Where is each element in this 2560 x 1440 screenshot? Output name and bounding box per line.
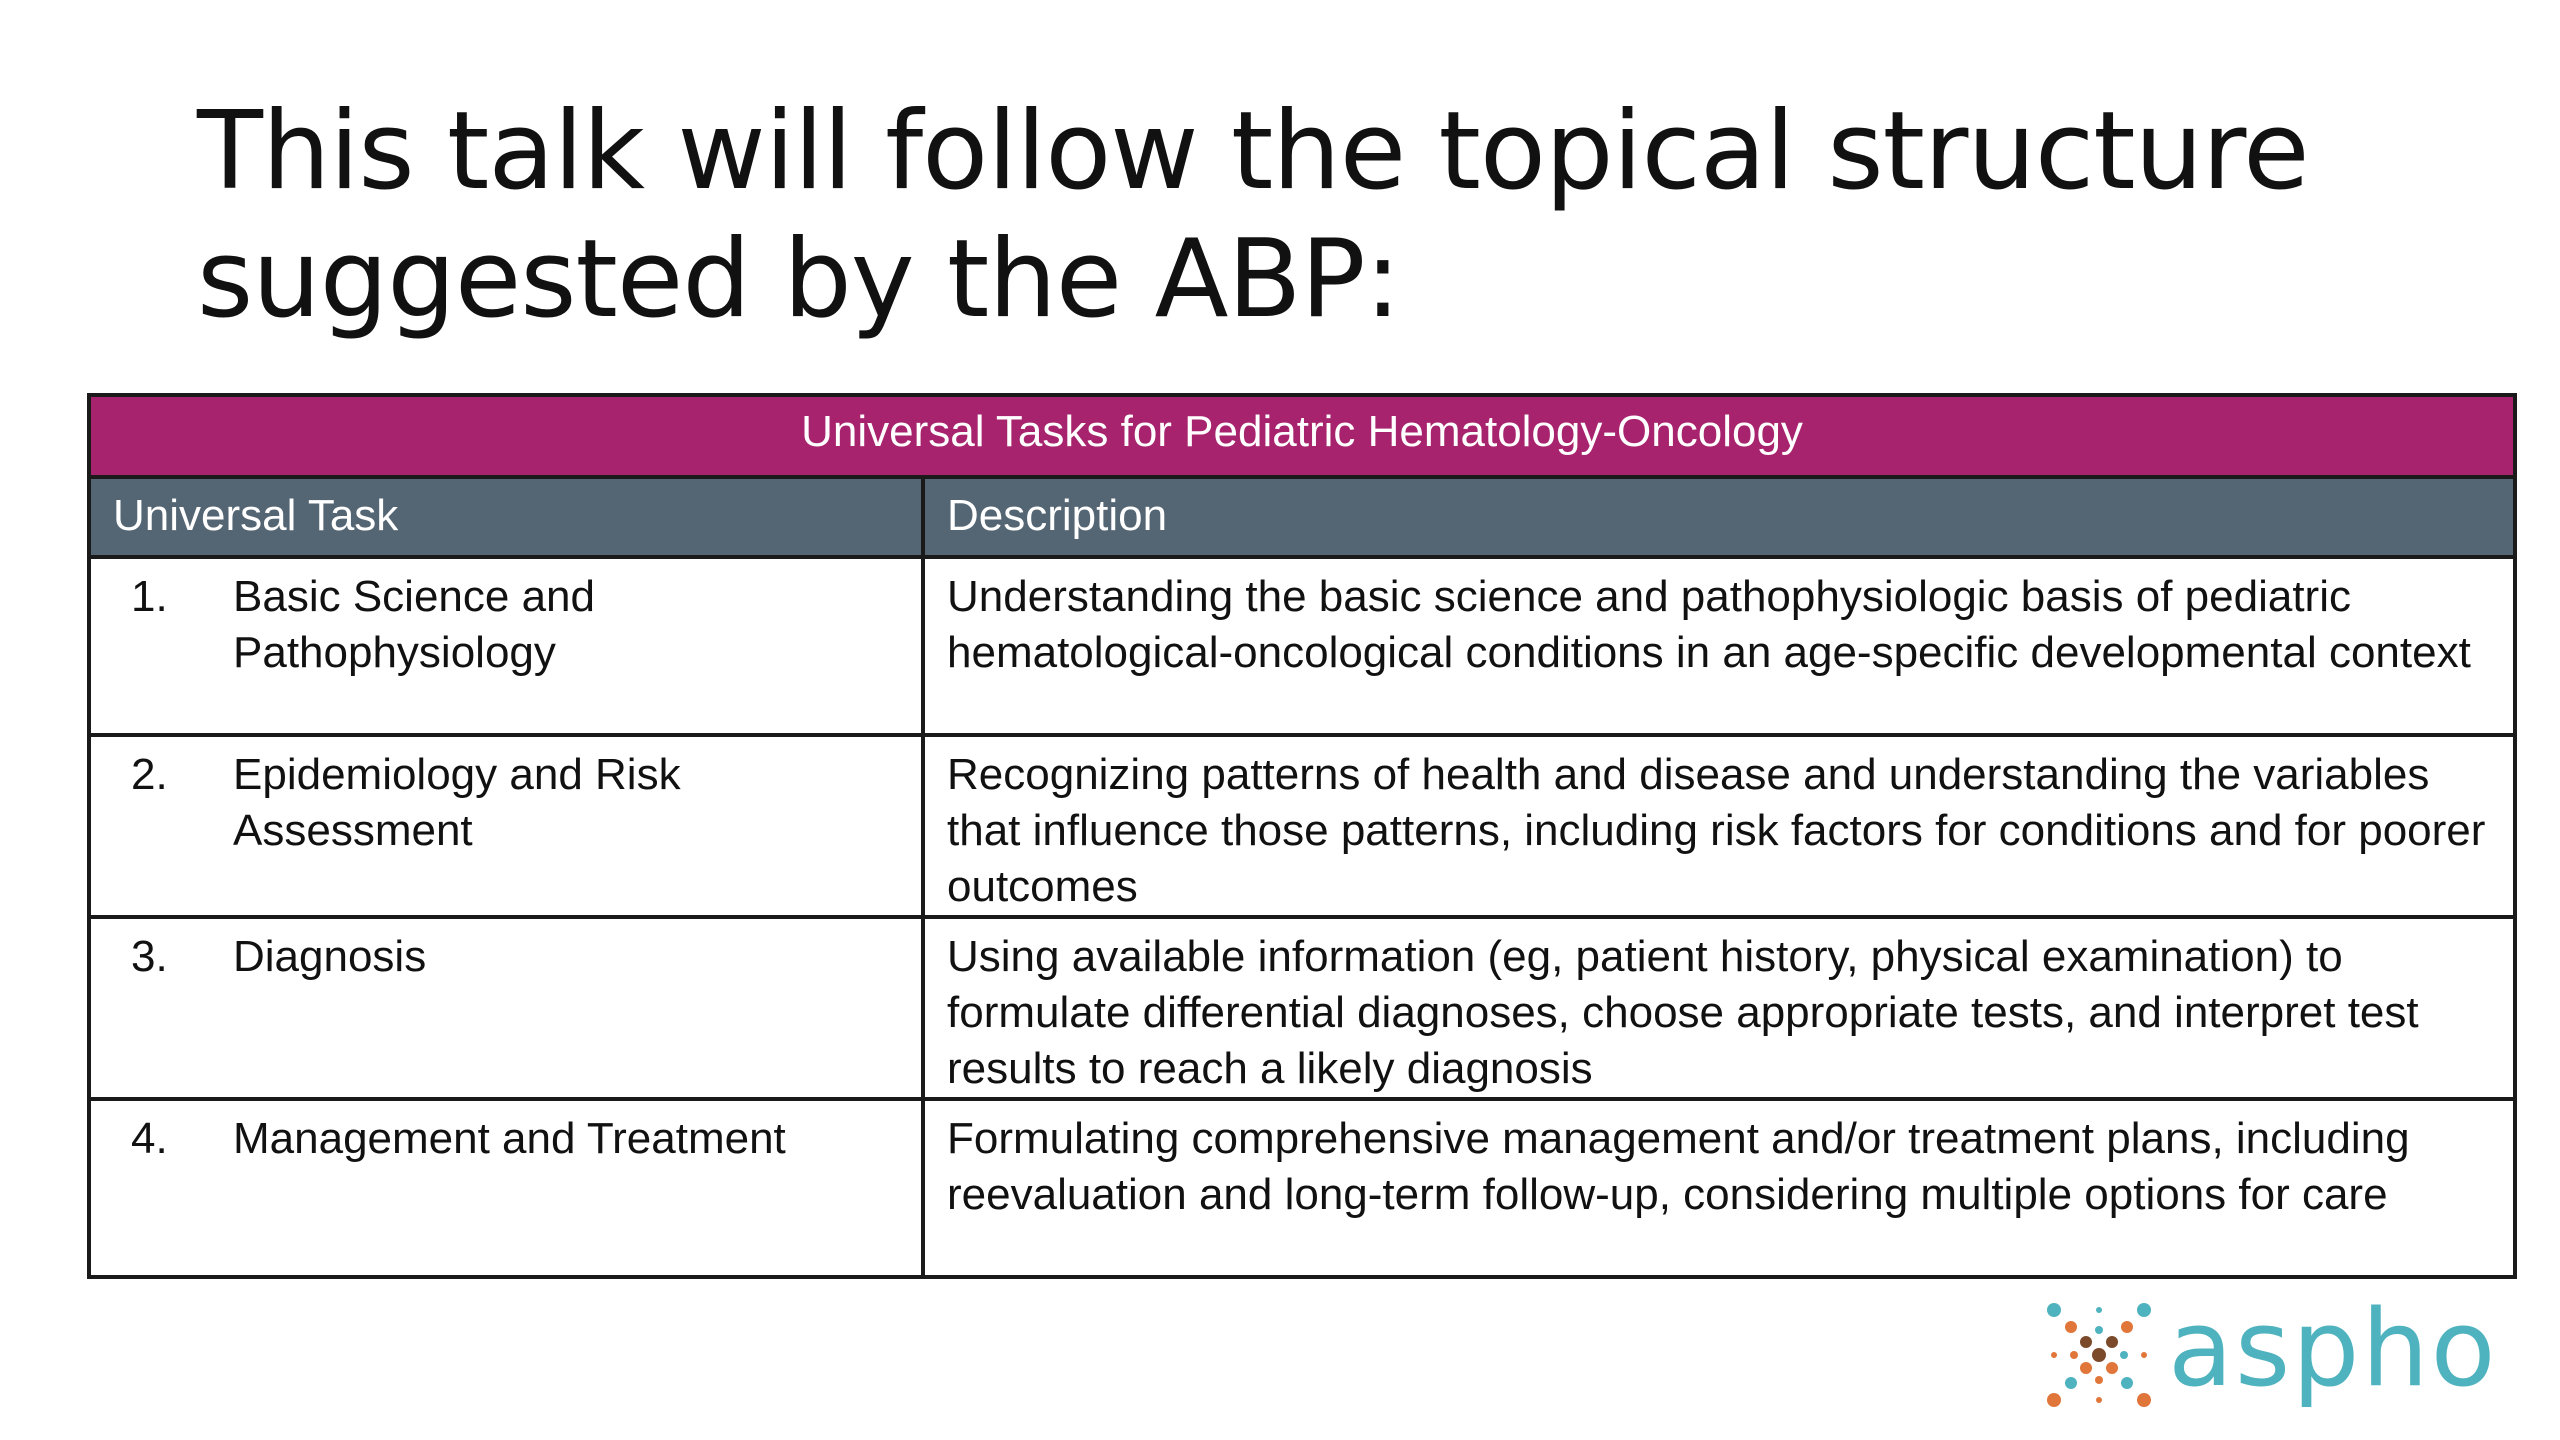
aspho-logo: [2044, 1287, 2524, 1415]
task-cell: [89, 1099, 923, 1277]
task-description: Using available information (eg, patient history, physical examination) to formulate differential diagnoses, choose appropriate tests, and interpret test results to reach a likely diagnosis: [923, 917, 2515, 1099]
task-cell: [89, 917, 923, 1099]
slide-title-line-2: suggested by the ABP:: [197, 217, 1401, 342]
task-cell: [89, 557, 923, 735]
task-name: Diagnosis: [233, 932, 427, 981]
task-number: 2.: [131, 750, 168, 799]
logo-dot: [2137, 1303, 2151, 1317]
table-header-row: [89, 477, 2515, 557]
logo-dot: [2092, 1348, 2106, 1362]
logo-dot: [2095, 1326, 2103, 1334]
logo-dot: [2051, 1352, 2057, 1358]
task-description: Understanding the basic science and pathophysiologic basis of pediatric hematological-oncological conditions in an age-specific developmental context: [923, 557, 2515, 735]
task-number: 3.: [131, 932, 168, 981]
table-caption: Universal Tasks for Pediatric Hematology-Oncology: [89, 395, 2515, 477]
logo-dot: [2047, 1303, 2061, 1317]
logo-dot: [2106, 1336, 2118, 1348]
column-header-task: Universal Task: [89, 477, 923, 557]
table-row: [89, 917, 2515, 1099]
slide-title-line-1: This talk will follow the topical structure: [197, 89, 2309, 214]
task-name: Basic Science and Pathophysiology: [233, 572, 595, 677]
column-header-description: Description: [923, 477, 2515, 557]
table-row: [89, 735, 2515, 917]
slide-title: [197, 88, 2309, 344]
task-name: Epidemiology and Risk Assessment: [233, 750, 681, 855]
logo-dot: [2106, 1362, 2118, 1374]
logo-dot: [2141, 1352, 2147, 1358]
task-cell: [89, 735, 923, 917]
task-description: Formulating comprehensive management and/or treatment plans, including reevaluation and long-term follow-up, considering multiple options for care: [923, 1099, 2515, 1277]
logo-dot: [2070, 1351, 2078, 1359]
task-number: 4.: [131, 1114, 168, 1163]
logo-dot: [2047, 1393, 2061, 1407]
task-name: Management and Treatment: [233, 1114, 786, 1163]
logo-dot: [2065, 1377, 2077, 1389]
task-number: 1.: [131, 572, 168, 621]
logo-dot: [2095, 1376, 2103, 1384]
logo-dot: [2120, 1351, 2128, 1359]
logo-dot: [2065, 1321, 2077, 1333]
table-row: [89, 1099, 2515, 1277]
logo-text: aspho: [2168, 1287, 2498, 1410]
logo-dot: [2080, 1362, 2092, 1374]
universal-tasks-table: [87, 393, 2517, 1279]
logo-dot: [2121, 1321, 2133, 1333]
table-row: [89, 557, 2515, 735]
logo-dot: [2137, 1393, 2151, 1407]
aspho-dots-x-icon: [2044, 1300, 2154, 1410]
task-description: Recognizing patterns of health and disease and understanding the variables that influence those patterns, including risk factors for conditions and for poorer outcomes: [923, 735, 2515, 917]
logo-dot: [2096, 1307, 2102, 1313]
logo-dot: [2096, 1397, 2102, 1403]
table-caption-row: [89, 395, 2515, 477]
logo-dot: [2121, 1377, 2133, 1389]
logo-dot: [2080, 1336, 2092, 1348]
